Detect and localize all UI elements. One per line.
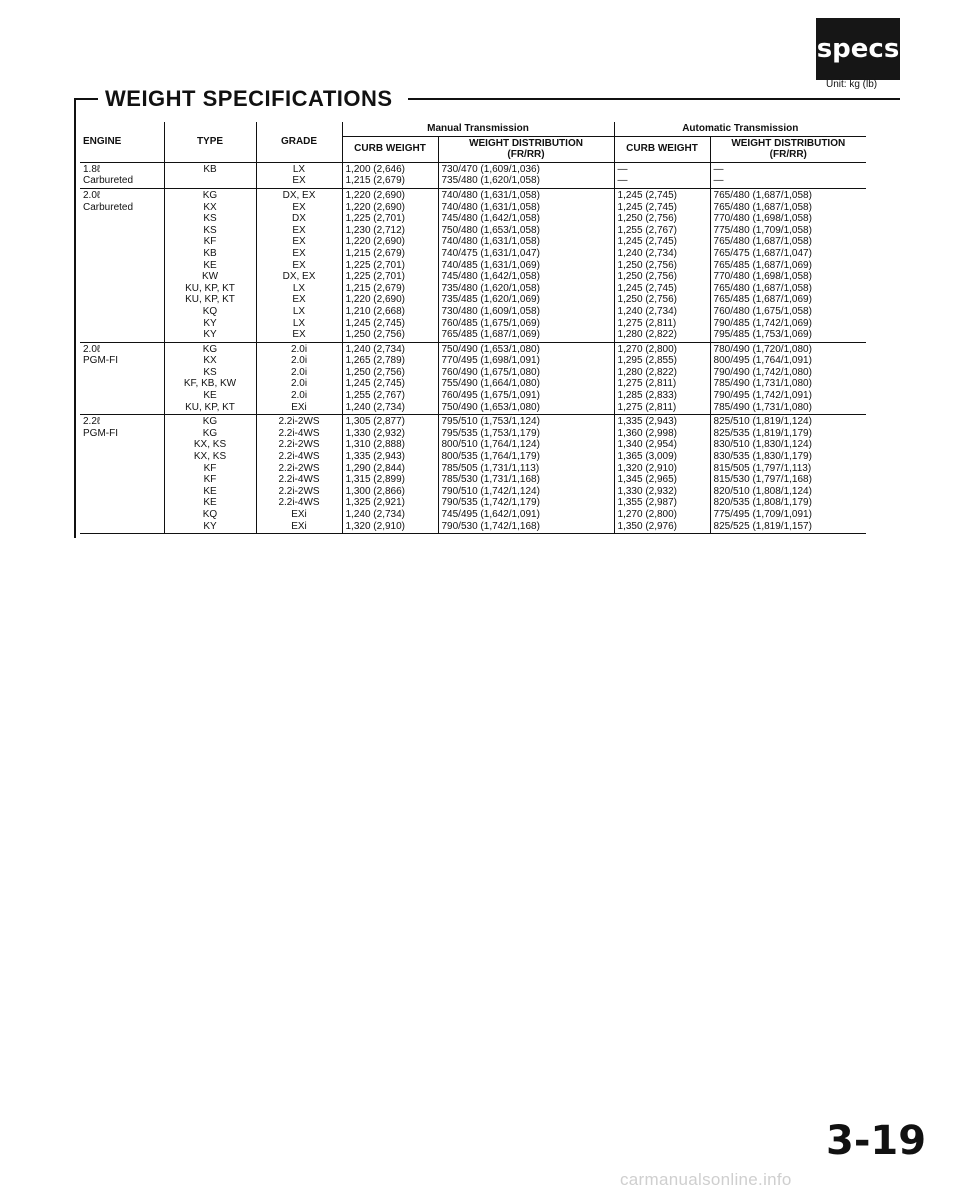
at-curb-weight-cell-line: 1,350 (2,976) [617, 520, 678, 532]
mt-curb-weight-cell-line: 1,240 (2,734) [345, 343, 405, 355]
type-cell-line: KE [203, 390, 217, 402]
grade-cell [256, 188, 342, 342]
engine-cell-line: PGM-FI [83, 427, 118, 439]
mt-curb-weight-cell [342, 415, 438, 534]
type-cell-line: KX, KS [193, 439, 227, 451]
engine-cell [80, 342, 164, 415]
at-weight-distribution-cell-line: 775/495 (1,709/1,091) [713, 509, 812, 520]
at-weight-distribution-cell-line: 765/480 (1,687/1,058) [713, 189, 812, 201]
engine-cell-line: Carbureted [83, 175, 134, 187]
at-weight-distribution-cell-line: — [713, 175, 724, 187]
at-curb-weight-cell [614, 415, 710, 534]
mt-weight-distribution-cell-line: 740/480 (1,631/1,058) [441, 201, 540, 213]
grade-cell-line: 2.2i-2WS [278, 416, 320, 428]
mt-curb-weight-cell-line: 1,265 (2,789) [345, 355, 405, 367]
engine-cell-line: Carbureted [83, 201, 134, 213]
at-curb-weight-cell [614, 342, 710, 415]
type-cell-line: KF [203, 236, 217, 248]
mt-weight-distribution-cell-line: 740/480 (1,631/1,058) [441, 236, 540, 248]
mt-curb-weight-cell-line: 1,225 (2,701) [345, 259, 405, 271]
at-weight-distribution-cell-line: 790/490 (1,742/1,080) [713, 366, 812, 378]
type-cell [164, 162, 256, 188]
mt-weight-distribution-cell [438, 342, 614, 415]
grade-cell-line: EX [292, 175, 306, 187]
header-mt-weight-distribution [438, 136, 614, 162]
mt-curb-weight-cell-line: 1,215 (2,679) [345, 282, 405, 294]
grade-cell-line: EX [292, 224, 306, 236]
table-row [80, 415, 866, 534]
header-mt-dist-frrr: (FR/RR) [507, 149, 545, 161]
mt-curb-weight-cell-line: 1,210 (2,668) [345, 305, 405, 317]
mt-weight-distribution-cell-line: 790/535 (1,742/1,179) [441, 497, 540, 509]
mt-curb-weight-cell-line: 1,310 (2,888) [345, 439, 405, 451]
at-weight-distribution-cell-line: 790/485 (1,742/1,069) [713, 317, 812, 329]
type-cell-line: KG [202, 427, 218, 439]
at-weight-distribution-cell-line: 770/480 (1,698/1,058) [713, 213, 812, 225]
mt-weight-distribution-cell-line: 790/510 (1,742/1,124) [441, 485, 540, 497]
mt-weight-distribution-cell-line: 750/490 (1,653/1,080) [441, 343, 540, 355]
at-curb-weight-cell-line: 1,240 (2,734) [617, 305, 678, 317]
mt-curb-weight-cell-line: 1,290 (2,844) [345, 462, 405, 474]
grade-cell-line: LX [292, 317, 306, 329]
at-curb-weight-cell-line: 1,250 (2,756) [617, 271, 678, 283]
mt-weight-distribution-cell-line: 785/530 (1,731/1,168) [441, 474, 540, 486]
at-weight-distribution-cell-line: 825/535 (1,819/1,179) [713, 427, 812, 439]
grade-cell-line: 2.0i [290, 343, 308, 355]
at-weight-distribution-cell-line: 775/480 (1,709/1,058) [713, 224, 812, 236]
at-curb-weight-cell-line: 1,330 (2,932) [617, 485, 678, 497]
at-curb-weight-cell-line: 1,295 (2,855) [617, 355, 678, 367]
engine-cell-line: 1.8ℓ [83, 163, 101, 175]
grade-cell-line: EXi [291, 520, 307, 532]
grade-cell-line: 2.2i-4WS [278, 427, 320, 439]
type-cell-line: KG [202, 416, 218, 428]
mt-curb-weight-cell-line: 1,220 (2,690) [345, 236, 405, 248]
at-curb-weight-cell-line: 1,345 (2,965) [617, 474, 678, 486]
at-weight-distribution-cell-line: 830/535 (1,830/1,179) [713, 451, 812, 463]
at-curb-weight-cell-line: 1,340 (2,954) [617, 439, 678, 451]
mt-curb-weight-cell-line: 1,250 (2,756) [345, 366, 405, 378]
mt-weight-distribution-cell-line: 750/490 (1,653/1,080) [441, 401, 540, 413]
at-weight-distribution-cell [710, 162, 866, 188]
mt-curb-weight-cell-line: 1,215 (2,679) [345, 175, 405, 187]
at-curb-weight-cell-line: 1,275 (2,811) [617, 317, 677, 329]
at-weight-distribution-cell-line: 765/475 (1,687/1,047) [713, 247, 812, 259]
mt-weight-distribution-cell-line: 760/485 (1,675/1,069) [441, 317, 540, 329]
mt-curb-weight-cell-line: 1,330 (2,932) [345, 427, 405, 439]
engine-cell-line: 2.0ℓ [83, 189, 101, 201]
grade-cell [256, 415, 342, 534]
header-engine: ENGINE [80, 122, 164, 162]
mt-curb-weight-cell-line: 1,255 (2,767) [345, 390, 405, 402]
grade-cell-line: 2.0i [290, 378, 308, 390]
mt-weight-distribution-cell-line: 795/535 (1,753/1,179) [441, 427, 540, 439]
grade-cell-line: 2.2i-4WS [278, 451, 320, 463]
engine-cell [80, 188, 164, 342]
header-manual-transmission: Manual Transmission [342, 122, 614, 136]
mt-curb-weight-cell-line: 1,250 (2,756) [345, 329, 405, 341]
at-weight-distribution-cell-line: 785/490 (1,731/1,080) [713, 378, 812, 390]
type-cell-line: KB [203, 247, 217, 259]
mt-weight-distribution-cell [438, 162, 614, 188]
grade-cell-line: 2.2i-2WS [278, 439, 320, 451]
at-curb-weight-cell-line: 1,360 (2,998) [617, 427, 678, 439]
mt-curb-weight-cell-line: 1,240 (2,734) [345, 401, 405, 413]
specs-badge: specs [816, 18, 900, 80]
type-cell-line: KX [203, 201, 217, 213]
at-curb-weight-cell-line: 1,355 (2,987) [617, 497, 678, 509]
engine-cell-line: PGM-FI [83, 355, 118, 367]
mt-weight-distribution-cell-line: 730/470 (1,609/1,036) [441, 163, 540, 175]
at-weight-distribution-cell-line: 785/490 (1,731/1,080) [713, 401, 812, 413]
header-at-curb-weight: CURB WEIGHT [614, 136, 710, 162]
at-curb-weight-cell-line: 1,250 (2,756) [617, 213, 678, 225]
grade-cell-line: 2.0i [290, 390, 308, 402]
type-cell-line: KS [203, 213, 217, 225]
at-weight-distribution-cell-line: 790/495 (1,742/1,091) [713, 390, 812, 402]
page-title: WEIGHT SPECIFICATIONS [105, 86, 393, 111]
at-weight-distribution-cell [710, 188, 866, 342]
mt-weight-distribution-cell-line: 770/495 (1,698/1,091) [441, 355, 540, 367]
table-row [80, 188, 866, 342]
grade-cell-line: 2.2i-2WS [278, 485, 320, 497]
grade-cell-line: DX, EX [282, 271, 316, 283]
at-weight-distribution-cell-line: 830/510 (1,830/1,124) [713, 439, 812, 451]
mt-weight-distribution-cell-line: 730/480 (1,609/1,058) [441, 305, 540, 317]
engine-cell [80, 162, 164, 188]
type-cell-line: KQ [202, 305, 218, 317]
grade-cell [256, 342, 342, 415]
grade-cell [256, 162, 342, 188]
at-curb-weight-cell [614, 162, 710, 188]
at-curb-weight-cell-line: 1,270 (2,800) [617, 509, 678, 520]
grade-cell-line: DX [292, 213, 306, 225]
at-curb-weight-cell-line: 1,280 (2,822) [617, 366, 678, 378]
header-row-1 [80, 122, 866, 136]
mt-weight-distribution-cell-line: 795/510 (1,753/1,124) [441, 416, 540, 428]
mt-curb-weight-cell-line: 1,315 (2,899) [345, 474, 405, 486]
at-weight-distribution-cell-line: 765/485 (1,687/1,069) [713, 259, 812, 271]
mt-weight-distribution-cell-line: 760/490 (1,675/1,080) [441, 366, 540, 378]
at-curb-weight-cell-line: 1,270 (2,800) [617, 343, 678, 355]
type-cell-line: KY [203, 329, 217, 341]
type-cell-line: KG [202, 189, 218, 201]
mt-curb-weight-cell-line: 1,230 (2,712) [345, 224, 405, 236]
at-curb-weight-cell-line: 1,250 (2,756) [617, 259, 678, 271]
engine-cell-line: 2.0ℓ [83, 343, 101, 355]
mt-weight-distribution-cell-line: 800/510 (1,764/1,124) [441, 439, 540, 451]
mt-curb-weight-cell-line: 1,220 (2,690) [345, 294, 405, 306]
mt-weight-distribution-cell-line: 735/485 (1,620/1,069) [441, 294, 540, 306]
mt-weight-distribution-cell [438, 188, 614, 342]
grade-cell-line: 2.0i [290, 366, 308, 378]
header-mt-dist-label: WEIGHT DISTRIBUTION [469, 137, 583, 149]
at-weight-distribution-cell-line: 825/525 (1,819/1,157) [713, 520, 812, 532]
at-curb-weight-cell [614, 188, 710, 342]
at-curb-weight-cell-line: 1,240 (2,734) [617, 247, 678, 259]
title-rule-right [408, 98, 900, 100]
at-curb-weight-cell-line: — [617, 163, 628, 175]
at-curb-weight-cell-line: 1,255 (2,767) [617, 224, 678, 236]
at-curb-weight-cell-line: 1,245 (2,745) [617, 201, 678, 213]
mt-weight-distribution-cell-line: 740/475 (1,631/1,047) [441, 247, 540, 259]
mt-weight-distribution-cell-line: 785/505 (1,731/1,113) [441, 462, 540, 474]
mt-weight-distribution-cell-line: 790/530 (1,742/1,168) [441, 520, 540, 532]
header-at-weight-distribution [710, 136, 866, 162]
mt-curb-weight-cell-line: 1,300 (2,866) [345, 485, 405, 497]
at-weight-distribution-cell-line: — [713, 163, 724, 175]
mt-curb-weight-cell-line: 1,245 (2,745) [345, 317, 405, 329]
at-weight-distribution-cell-line: 825/510 (1,819/1,124) [713, 416, 812, 428]
grade-cell-line: LX [292, 282, 306, 294]
mt-curb-weight-cell-line: 1,335 (2,943) [345, 451, 405, 463]
mt-weight-distribution-cell-line: 740/485 (1,631/1,069) [441, 259, 540, 271]
grade-cell-line: 2.2i-4WS [278, 497, 320, 509]
type-cell-line: KU, KP, KT [185, 282, 235, 294]
grade-cell-line: EX [292, 294, 306, 306]
at-curb-weight-cell-line: 1,280 (2,822) [617, 329, 678, 341]
type-cell-line: KE [203, 497, 217, 509]
page-number: 3-19 [826, 1118, 927, 1164]
mt-weight-distribution-cell [438, 415, 614, 534]
at-curb-weight-cell-line: 1,245 (2,745) [617, 189, 678, 201]
type-cell [164, 342, 256, 415]
type-cell-line: KG [202, 343, 218, 355]
at-weight-distribution-cell-line: 765/480 (1,687/1,058) [713, 236, 812, 248]
at-weight-distribution-cell-line: 760/480 (1,675/1,058) [713, 305, 812, 317]
grade-cell-line: EX [292, 201, 306, 213]
type-cell-line: KF [203, 474, 217, 486]
mt-weight-distribution-cell-line: 735/480 (1,620/1,058) [441, 282, 540, 294]
at-curb-weight-cell-line: 1,245 (2,745) [617, 236, 678, 248]
table-row [80, 162, 866, 188]
header-at-dist-frrr: (FR/RR) [769, 149, 807, 161]
mt-curb-weight-cell-line: 1,305 (2,877) [345, 416, 405, 428]
title-rule-left [74, 98, 98, 100]
grade-cell-line: 2.2i-4WS [278, 474, 320, 486]
type-cell [164, 188, 256, 342]
mt-weight-distribution-cell-line: 740/480 (1,631/1,058) [441, 189, 540, 201]
mt-weight-distribution-cell-line: 800/535 (1,764/1,179) [441, 451, 540, 463]
mt-curb-weight-cell-line: 1,220 (2,690) [345, 201, 405, 213]
engine-cell-line: 2.2ℓ [83, 416, 101, 428]
grade-cell-line: DX, EX [282, 189, 316, 201]
grade-cell-line: 2.0i [290, 355, 308, 367]
mt-curb-weight-cell-line: 1,215 (2,679) [345, 247, 405, 259]
at-curb-weight-cell-line: — [617, 175, 628, 187]
type-cell-line: KF [203, 462, 217, 474]
at-curb-weight-cell-line: 1,250 (2,756) [617, 294, 678, 306]
at-weight-distribution-cell-line: 765/480 (1,687/1,058) [713, 201, 812, 213]
header-automatic-transmission: Automatic Transmission [682, 123, 799, 134]
mt-curb-weight-cell-line: 1,240 (2,734) [345, 509, 405, 520]
type-cell-line: KY [203, 520, 217, 532]
at-curb-weight-cell-line: 1,245 (2,745) [617, 282, 678, 294]
at-weight-distribution-cell [710, 415, 866, 534]
engine-cell [80, 415, 164, 534]
header-mt-curb-weight: CURB WEIGHT [342, 136, 438, 162]
grade-cell-line: EXi [291, 509, 307, 520]
at-weight-distribution-cell-line: 820/510 (1,808/1,124) [713, 485, 812, 497]
type-cell-line: KB [203, 163, 217, 175]
type-cell-line: KE [203, 259, 217, 271]
grade-cell-line: EXi [291, 401, 307, 413]
mt-weight-distribution-cell-line: 755/490 (1,664/1,080) [441, 378, 540, 390]
at-weight-distribution-cell [710, 342, 866, 415]
grade-cell-line: EX [292, 329, 306, 341]
mt-curb-weight-cell-line: 1,220 (2,690) [345, 189, 405, 201]
at-curb-weight-cell-line: 1,275 (2,811) [617, 401, 677, 413]
spec-table-body [80, 162, 866, 533]
at-weight-distribution-cell-line: 795/485 (1,753/1,069) [713, 329, 812, 341]
at-weight-distribution-cell-line: 765/485 (1,687/1,069) [713, 294, 812, 306]
type-cell-line: KS [203, 224, 217, 236]
type-cell-line: KU, KP, KT [185, 294, 235, 306]
watermark: carmanualsonline.info [620, 1170, 792, 1189]
mt-curb-weight-cell [342, 342, 438, 415]
mt-weight-distribution-cell-line: 750/480 (1,653/1,058) [441, 224, 540, 236]
mt-weight-distribution-cell-line: 745/480 (1,642/1,058) [441, 271, 540, 283]
grade-cell-line: LX [292, 305, 306, 317]
mt-curb-weight-cell-line: 1,200 (2,646) [345, 163, 405, 175]
type-cell-line: KX [203, 355, 217, 367]
grade-cell-line: EX [292, 247, 306, 259]
at-weight-distribution-cell-line: 780/490 (1,720/1,080) [713, 343, 812, 355]
header-type: TYPE [164, 122, 256, 162]
grade-cell-line: 2.2i-2WS [278, 462, 320, 474]
table-row [80, 342, 866, 415]
at-weight-distribution-cell-line: 800/495 (1,764/1,091) [713, 355, 812, 367]
mt-curb-weight-cell [342, 162, 438, 188]
at-weight-distribution-cell-line: 770/480 (1,698/1,058) [713, 271, 812, 283]
type-cell [164, 415, 256, 534]
header-grade: GRADE [256, 122, 342, 162]
grade-cell-line: LX [292, 163, 306, 175]
type-cell-line: KQ [202, 509, 218, 520]
mt-weight-distribution-cell-line: 765/485 (1,687/1,069) [441, 329, 540, 341]
type-cell-line: KS [203, 366, 217, 378]
unit-label: Unit: kg (lb) [826, 79, 878, 90]
mt-weight-distribution-cell-line: 760/495 (1,675/1,091) [441, 390, 540, 402]
at-weight-distribution-cell-line: 815/530 (1,797/1,168) [713, 474, 812, 486]
at-weight-distribution-cell-line: 820/535 (1,808/1,179) [713, 497, 812, 509]
mt-curb-weight-cell-line: 1,245 (2,745) [345, 378, 405, 390]
type-cell-line: KE [203, 485, 217, 497]
mt-curb-weight-cell [342, 188, 438, 342]
at-curb-weight-cell-line: 1,285 (2,833) [617, 390, 678, 402]
type-cell-line: KX, KS [193, 451, 227, 463]
header-at-dist-label: WEIGHT DISTRIBUTION [731, 137, 846, 149]
type-cell-line: KU, KP, KT [185, 401, 235, 413]
type-cell-line: KW [201, 271, 219, 283]
type-cell-line: KY [203, 317, 217, 329]
type-cell-line: KF, KB, KW [183, 378, 237, 390]
mt-curb-weight-cell-line: 1,325 (2,921) [345, 497, 405, 509]
at-curb-weight-cell-line: 1,365 (3,009) [617, 451, 678, 463]
mt-weight-distribution-cell-line: 735/480 (1,620/1,058) [441, 175, 540, 187]
type-cell-line [168, 175, 253, 187]
at-weight-distribution-cell-line: 815/505 (1,797/1,113) [713, 462, 812, 474]
at-curb-weight-cell-line: 1,320 (2,910) [617, 462, 678, 474]
mt-curb-weight-cell-line: 1,225 (2,701) [345, 271, 405, 283]
at-curb-weight-cell-line: 1,335 (2,943) [617, 416, 678, 428]
mt-curb-weight-cell-line: 1,320 (2,910) [345, 520, 405, 532]
mt-curb-weight-cell-line: 1,225 (2,701) [345, 213, 405, 225]
mt-weight-distribution-cell-line: 745/480 (1,642/1,058) [441, 213, 540, 225]
at-curb-weight-cell-line: 1,275 (2,811) [617, 378, 677, 390]
at-weight-distribution-cell-line: 765/480 (1,687/1,058) [713, 282, 812, 294]
mt-weight-distribution-cell-line: 745/495 (1,642/1,091) [441, 509, 540, 520]
weight-spec-table [80, 122, 866, 534]
grade-cell-line: EX [292, 259, 306, 271]
frame-rule-left [74, 98, 76, 538]
grade-cell-line: EX [292, 236, 306, 248]
